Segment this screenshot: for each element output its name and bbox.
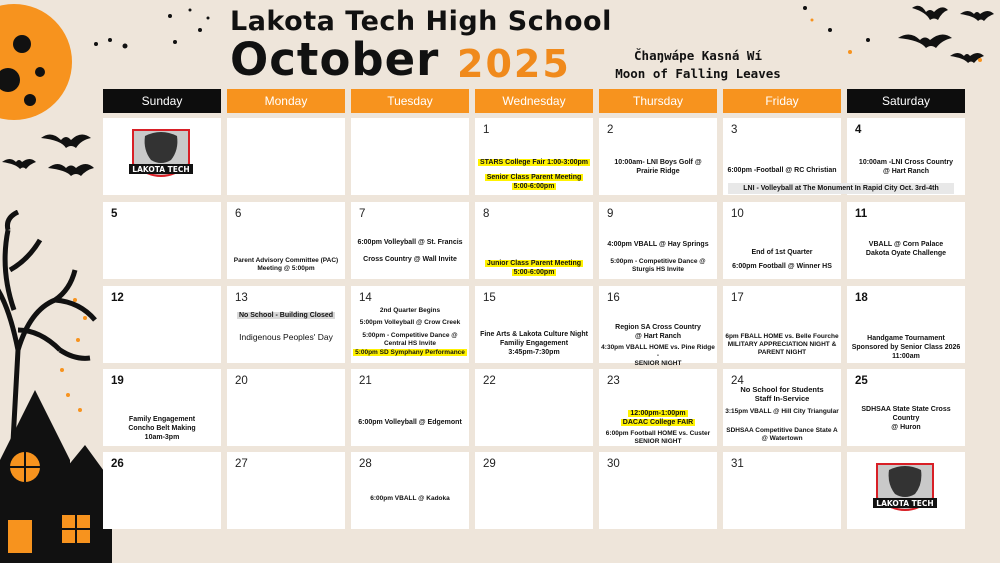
- calendar-cell-oct-5[interactable]: [103, 202, 221, 279]
- date-number: 12: [111, 292, 124, 304]
- calendar-cell-empty: [351, 118, 469, 195]
- calendar-cell-oct-1[interactable]: [475, 118, 593, 195]
- calendar-cell-oct-24[interactable]: [723, 369, 841, 446]
- event-text: Junior Class Parent Meeting 5:00-6:00pm: [486, 260, 582, 276]
- calendar-cell-oct-19[interactable]: [103, 369, 221, 446]
- event-text: 4:30pm VBALL HOME vs. Pine Ridge - SENIOR NIGHT: [601, 344, 715, 367]
- date-number: 22: [483, 375, 496, 387]
- date-number: 16: [607, 292, 620, 304]
- calendar-cell-oct-13[interactable]: [227, 286, 345, 363]
- date-number: 30: [607, 458, 620, 470]
- calendar-cell-empty: [227, 118, 345, 195]
- calendar-cell-oct-6[interactable]: [227, 202, 345, 279]
- calendar-cell-oct-26[interactable]: [103, 452, 221, 529]
- calendar-cell-oct-8[interactable]: [475, 202, 593, 279]
- date-number: 26: [111, 458, 124, 470]
- calendar-cell-oct-7[interactable]: [351, 202, 469, 279]
- date-number: 21: [359, 375, 372, 387]
- date-number: 31: [731, 458, 744, 470]
- calendar-cell-oct-20[interactable]: [227, 369, 345, 446]
- calendar-cell-oct-21[interactable]: [351, 369, 469, 446]
- event-text: 6pm FBALL HOME vs. Belle Fourche MILITARY APPRECIATION NIGHT & PARENT NIGHT: [725, 333, 839, 356]
- school-logo: [123, 126, 199, 188]
- event-text: 12:00pm-1:00pm DACAC College FAIR: [622, 410, 694, 426]
- event-text: 5:00pm SD Symphany Performance: [355, 349, 465, 356]
- event-text: 2nd Quarter Begins: [379, 307, 441, 314]
- calendar-cell-empty: [847, 452, 965, 529]
- event-text: Indigenous Peoples' Day: [239, 332, 333, 342]
- school-logo: [867, 460, 943, 522]
- calendar-cell-oct-30[interactable]: [599, 452, 717, 529]
- event-text: 6:00pm Volleyball @ Edgemont: [358, 419, 462, 426]
- event-text: 5:00pm Volleyball @ Crow Creek: [359, 319, 461, 326]
- event-text: 6:00pm Volleyball @ St. Francis: [357, 239, 463, 246]
- event-text: SDHSAA Competitive Dance State A @ Watertown: [726, 427, 838, 442]
- calendar-cell-oct-25[interactable]: [847, 369, 965, 446]
- event-text: No School for Students Staff In-Service: [740, 385, 824, 403]
- year-title: 2025: [457, 42, 571, 86]
- date-number: 5: [111, 208, 118, 220]
- day-header-saturday: Saturday: [847, 89, 965, 113]
- event-text: Senior Class Parent Meeting 5:00-6:00pm: [486, 174, 582, 190]
- date-number: 18: [855, 292, 868, 304]
- date-number: 9: [607, 208, 614, 220]
- date-number: 17: [731, 292, 744, 304]
- date-number: 4: [855, 124, 862, 136]
- day-header-monday: Monday: [227, 89, 345, 113]
- day-header-tuesday: Tuesday: [351, 89, 469, 113]
- calendar-cell-oct-17[interactable]: [723, 286, 841, 363]
- event-text: 10:00am -LNI Cross Country @ Hart Ranch: [858, 159, 954, 175]
- calendar-cell-oct-31[interactable]: [723, 452, 841, 529]
- svg-text:LAKOTA TECH: LAKOTA TECH: [132, 165, 190, 174]
- month-title: October: [230, 33, 440, 86]
- multi-day-event-banner: LNI - Volleyball at The Monument In Rapid City Oct. 3rd-4th: [728, 183, 954, 194]
- event-text: 6:00pm Football HOME vs. Custer SENIOR NIGHT: [605, 430, 711, 445]
- date-number: 1: [483, 124, 490, 136]
- event-text: 6:00pm -Football @ RC Christian: [727, 167, 837, 174]
- event-text: Fine Arts & Lakota Culture Night Familiy Engagement 3:45pm-7:30pm: [480, 331, 588, 356]
- date-number: 7: [359, 208, 366, 220]
- event-text: 6:00pm VBALL @ Kadoka: [370, 495, 450, 502]
- event-text: Region SA Cross Country @ Hart Ranch: [615, 324, 701, 340]
- lakota-month-name: Čhaŋwápe Kasná Wí: [634, 48, 762, 63]
- event-text: Handgame Tournament Sponsored by Senior Class 2026 11:00am: [851, 335, 961, 360]
- date-number: 3: [731, 124, 738, 136]
- calendar-cell-oct-10[interactable]: [723, 202, 841, 279]
- day-header-sunday: Sunday: [103, 89, 221, 113]
- event-text: 5:00pm - Competitive Dance @ Central HS Invite: [362, 332, 458, 347]
- date-number: 27: [235, 458, 248, 470]
- date-number: 19: [111, 375, 124, 387]
- calendar-cell-oct-14[interactable]: [351, 286, 469, 363]
- calendar-cell-empty: [103, 118, 221, 195]
- calendar-cell-oct-16[interactable]: [599, 286, 717, 367]
- date-number: 11: [855, 208, 868, 220]
- calendar-cell-oct-11[interactable]: [847, 202, 965, 279]
- calendar-cell-oct-28[interactable]: [351, 452, 469, 529]
- calendar-cell-oct-27[interactable]: [227, 452, 345, 529]
- date-number: 15: [483, 292, 496, 304]
- date-number: 13: [235, 292, 248, 304]
- event-text: 4:00pm VBALL @ Hay Springs: [607, 241, 709, 248]
- event-text: VBALL @ Corn Palace Dakota Oyate Challenge: [865, 241, 947, 257]
- date-number: 24: [731, 375, 744, 387]
- event-text: Family Engagement Concho Belt Making 10am-3pm: [128, 416, 196, 441]
- calendar-cell-oct-15[interactable]: [475, 286, 593, 363]
- event-text: 10:00am- LNI Boys Golf @ Prairie Ridge: [614, 159, 702, 175]
- event-text: 3:15pm VBALL @ Hill City Triangular: [725, 408, 839, 415]
- calendar-cell-oct-23[interactable]: [599, 369, 717, 446]
- date-number: 8: [483, 208, 490, 220]
- calendar-cell-oct-18[interactable]: [847, 286, 965, 363]
- date-number: 6: [235, 208, 242, 220]
- event-text: No School - Building Closed: [238, 312, 334, 319]
- date-number: 14: [359, 292, 372, 304]
- day-header-thursday: Thursday: [599, 89, 717, 113]
- school-title: Lakota Tech High School: [230, 6, 612, 37]
- event-text: 6:00pm Football @ Winner HS: [732, 263, 832, 270]
- date-number: 28: [359, 458, 372, 470]
- date-number: 23: [607, 375, 620, 387]
- calendar-cell-oct-2[interactable]: [599, 118, 717, 195]
- day-header-friday: Friday: [723, 89, 841, 113]
- event-text: STARS College Fair 1:00-3:00pm: [479, 159, 588, 166]
- calendar-cell-oct-9[interactable]: [599, 202, 717, 279]
- date-number: 2: [607, 124, 614, 136]
- calendar-cell-oct-29[interactable]: [475, 452, 593, 529]
- event-text: Cross Country @ Wall Invite: [363, 256, 457, 263]
- event-text: SDHSAA State State Cross Country @ Huron: [861, 406, 951, 431]
- day-header-wednesday: Wednesday: [475, 89, 593, 113]
- date-number: 25: [855, 375, 868, 387]
- event-text: 5:00pm - Competitive Dance @ Sturgis HS Invite: [610, 258, 706, 273]
- svg-text:LAKOTA TECH: LAKOTA TECH: [876, 499, 934, 508]
- calendar-cell-oct-22[interactable]: [475, 369, 593, 446]
- english-month-name: Moon of Falling Leaves: [615, 66, 781, 81]
- date-number: 20: [235, 375, 248, 387]
- date-number: 10: [731, 208, 744, 220]
- event-text: End of 1st Quarter: [751, 249, 813, 256]
- calendar-cell-oct-12[interactable]: [103, 286, 221, 363]
- event-text: Parent Advisory Committee (PAC) Meeting @ 5:00pm: [233, 257, 339, 272]
- date-number: 29: [483, 458, 496, 470]
